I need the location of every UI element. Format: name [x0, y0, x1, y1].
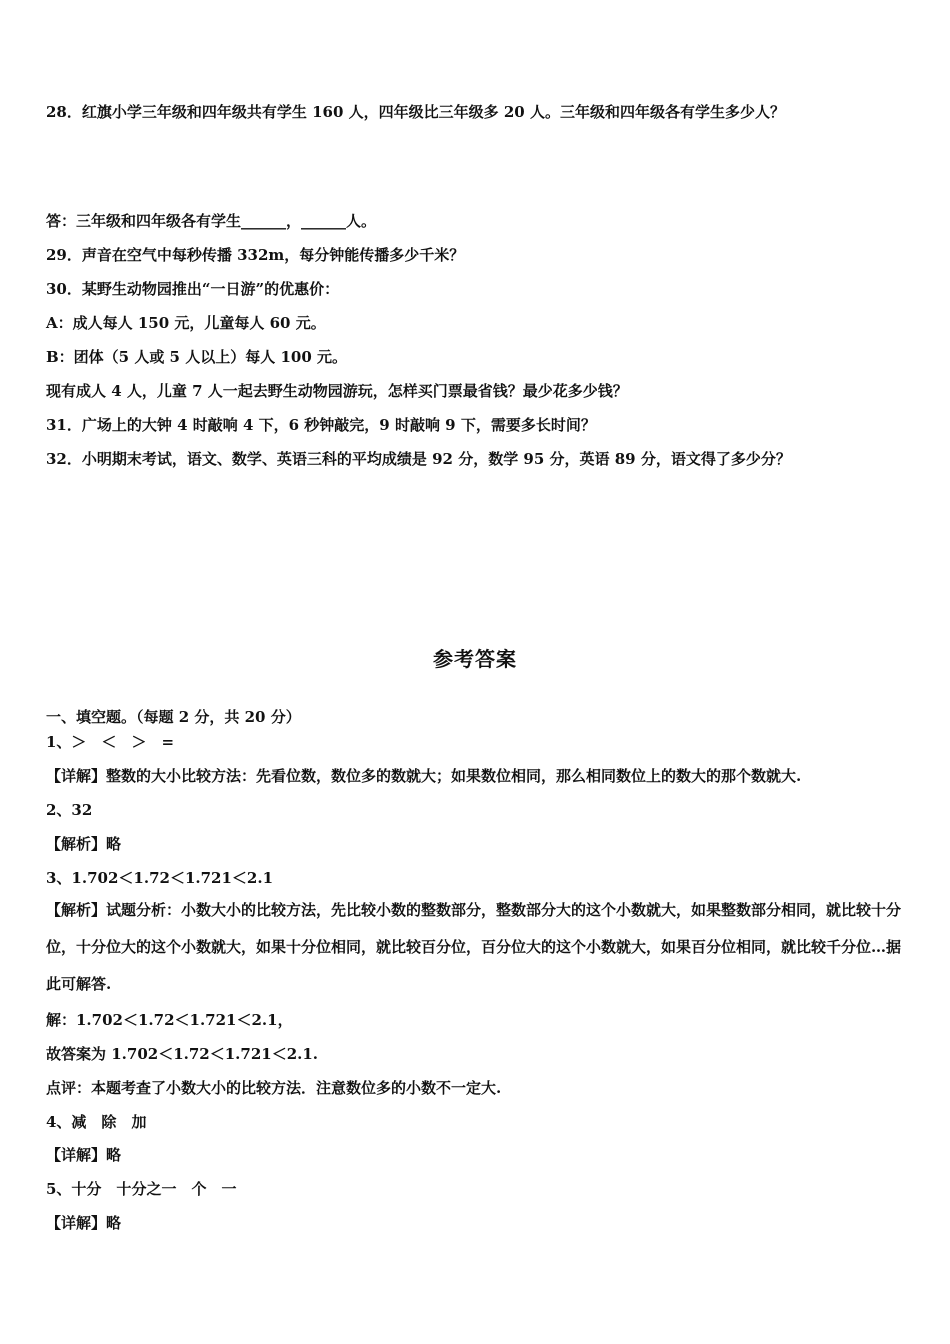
question-30-prompt: 现有成人 4 人，儿童 7 人一起去野生动物园游玩，怎样买门票最省钱？最少花多少钱？	[46, 382, 628, 400]
answer-3-comment: 点评：本题考查了小数大小的比较方法．注意数位多的小数不一定大.	[46, 1079, 502, 1097]
answer-3-detail: 【解析】试题分析：小数大小的比较方法，先比较小数的整数部分，整数部分大的这个小数就大，如果整数部分相同，就比较十分位，十分位大的这个小数就大，如果十分位相同，就比较百分位，百分位大的这个小数就大，如果百分位相同，就比较千分位…据此可解答.	[46, 901, 902, 993]
answer-4: 4、减 除 加	[46, 1113, 147, 1131]
answer-1: 1、＞ ＜ ＞ =	[46, 733, 175, 751]
answer-4-detail: 【详解】略	[46, 1146, 122, 1164]
answer-1-detail: 【详解】整数的大小比较方法：先看位数，数位多的数就大；如果数位相同，那么相同数位上的数大的那个数就大.	[46, 767, 802, 785]
question-30-option-a: A：成人每人 150 元，儿童每人 60 元。	[46, 314, 326, 332]
question-31: 31．广场上的大钟 4 时敲响 4 下，6 秒钟敲完，9 时敲响 9 下，需要多长时间？	[46, 416, 596, 434]
answer-5: 5、十分 十分之一 个 一	[46, 1180, 237, 1198]
question-29: 29．声音在空气中每秒传播 332m，每分钟能传播多少千米？	[46, 246, 465, 264]
question-28: 28．红旗小学三年级和四年级共有学生 160 人，四年级比三年级多 20 人。三年级和四年级各有学生多少人？	[46, 103, 785, 121]
answer-2: 2、32	[46, 801, 93, 819]
question-30: 30．某野生动物园推出“一日游”的优惠价：	[46, 280, 340, 298]
section-1-heading: 一、填空题。（每题 2 分，共 20 分）	[46, 708, 301, 726]
question-30-option-b: B：团体（5 人或 5 人以上）每人 100 元。	[46, 348, 347, 366]
answer-3-conclusion: 故答案为 1.702＜1.72＜1.721＜2.1.	[46, 1045, 319, 1063]
question-32: 32．小明期末考试，语文、数学、英语三科的平均成绩是 92 分，数学 95 分，英语 89 分，语文得了多少分？	[46, 450, 791, 468]
answer-key-title: 参考答案	[433, 647, 517, 671]
answer-3-solution: 解：1.702＜1.72＜1.721＜2.1，	[46, 1011, 293, 1029]
answer-3: 3、1.702＜1.72＜1.721＜2.1	[46, 869, 274, 887]
answer-2-detail: 【解析】略	[46, 835, 122, 853]
answer-5-detail: 【详解】略	[46, 1214, 122, 1232]
question-28-answer-blank: 答：三年级和四年级各有学生______，______人。	[46, 212, 377, 230]
